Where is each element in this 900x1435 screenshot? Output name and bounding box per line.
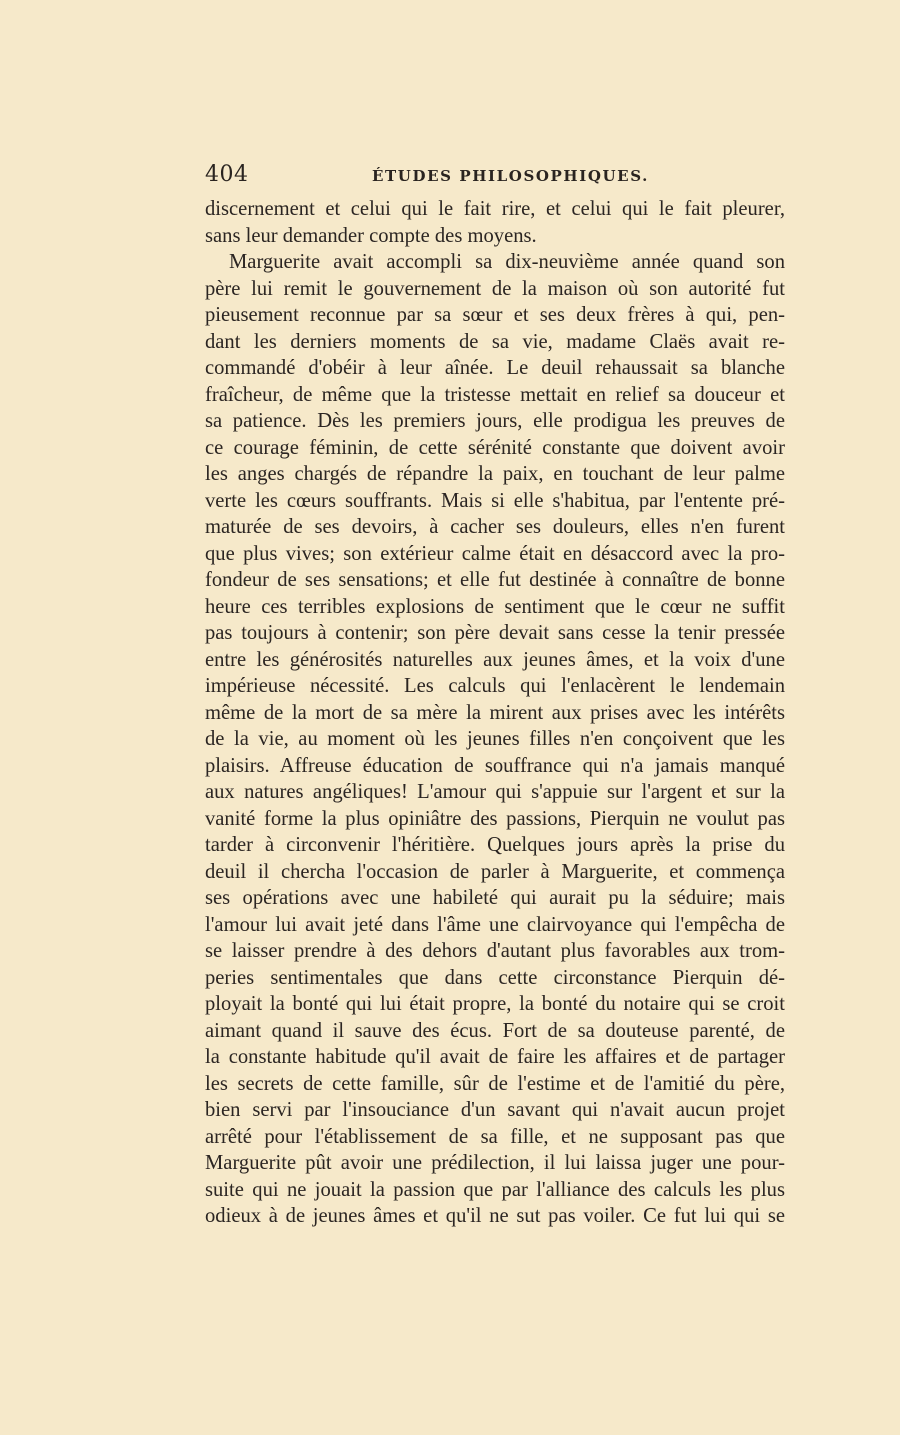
- text-line: de la vie, au moment où les jeunes filles n'en conçoivent que les: [205, 728, 785, 750]
- text-line: tarder à circonvenir l'héritière. Quelques jours après la prise du: [205, 834, 785, 856]
- page-number: 404: [205, 162, 249, 187]
- text-line: père lui remit le gouvernement de la maison où son autorité fut: [205, 277, 785, 300]
- text-line: maturée de ses devoirs, à cacher ses douleurs, elles n'en furent: [205, 516, 785, 538]
- body-text: [205, 196, 785, 1230]
- text-line: heure ces terribles explosions de sentiment que le cœur ne suffit: [205, 595, 785, 618]
- text-line: pas toujours à contenir; son père devait sans cesse la tenir pressée: [205, 622, 785, 644]
- text-line: Marguerite avait accompli sa dix-neuvième année quand son: [229, 251, 785, 273]
- text-line: discernement et celui qui le fait rire, et celui qui le fait pleurer,: [205, 198, 785, 220]
- text-line: aux natures angéliques! L'amour qui s'appuie sur l'argent et sur la: [205, 781, 785, 803]
- text-line: ployait la bonté qui lui était propre, la bonté du notaire qui se croit: [205, 993, 785, 1015]
- text-line: plaisirs. Affreuse éducation de souffrance qui n'a jamais manqué: [205, 754, 785, 777]
- text-line: dant les derniers moments de sa vie, madame Claës avait re-: [205, 330, 785, 353]
- running-title: ÉTUDES PHILOSOPHIQUES.: [372, 167, 649, 185]
- text-line: pieusement reconnue par sa sœur et ses deux frères à qui, pen-: [205, 304, 785, 326]
- text-line: suite qui ne jouait la passion que par l'alliance des calculs les plus: [205, 1178, 785, 1201]
- text-line: peries sentimentales que dans cette circonstance Pierquin dé-: [205, 966, 785, 989]
- text-line: sa patience. Dès les premiers jours, elle prodigua les preuves de: [205, 410, 785, 432]
- text-line: impérieuse nécessité. Les calculs qui l'enlacèrent le lendemain: [205, 675, 785, 697]
- text-line: les secrets de cette famille, sûr de l'estime et de l'amitié du père,: [205, 1072, 785, 1095]
- text-line: vanité forme la plus opiniâtre des passions, Pierquin ne voulut pas: [205, 807, 785, 830]
- text-line: fondeur de ses sensations; et elle fut destinée à connaître de bonne: [205, 569, 785, 591]
- text-line: même de la mort de sa mère la mirent aux prises avec les intérêts: [205, 701, 785, 724]
- text-line: ses opérations avec une habileté qui aurait pu la séduire; mais: [205, 887, 785, 909]
- text-line: bien servi par l'insouciance d'un savant qui n'avait aucun projet: [205, 1099, 785, 1121]
- text-line: commandé d'obéir à leur aînée. Le deuil rehaussait sa blanche: [205, 357, 785, 379]
- text-line: aimant quand il sauve des écus. Fort de sa douteuse parenté, de: [205, 1019, 785, 1042]
- text-line: sans leur demander compte des moyens.: [205, 224, 537, 247]
- text-line: entre les générosités naturelles aux jeunes âmes, et la voix d'une: [205, 648, 785, 671]
- text-line: odieux à de jeunes âmes et qu'il ne sut pas voiler. Ce fut lui qui se: [205, 1205, 785, 1227]
- text-line: ce courage féminin, de cette sérénité constante que doivent avoir: [205, 436, 785, 459]
- text-line: fraîcheur, de même que la tristesse mettait en relief sa douceur et: [205, 383, 785, 406]
- text-line: que plus vives; son extérieur calme était en désaccord avec la pro-: [205, 542, 785, 565]
- text-line: les anges chargés de répandre la paix, en touchant de leur palme: [205, 463, 785, 485]
- text-line: se laisser prendre à des dehors d'autant plus favorables aux trom-: [205, 940, 785, 962]
- text-line: deuil il chercha l'occasion de parler à Marguerite, et commença: [205, 860, 785, 883]
- page-header: [205, 162, 785, 192]
- text-line: verte les cœurs souffrants. Mais si elle s'habitua, par l'entente pré-: [205, 489, 785, 512]
- text-line: l'amour lui avait jeté dans l'âme une clairvoyance qui l'empêcha de: [205, 913, 785, 936]
- text-line: la constante habitude qu'il avait de faire les affaires et de partager: [205, 1046, 785, 1068]
- text-line: arrêté pour l'établissement de sa fille, et ne supposant pas que: [205, 1125, 785, 1148]
- text-line: Marguerite pût avoir une prédilection, il lui laissa juger une pour-: [205, 1152, 785, 1174]
